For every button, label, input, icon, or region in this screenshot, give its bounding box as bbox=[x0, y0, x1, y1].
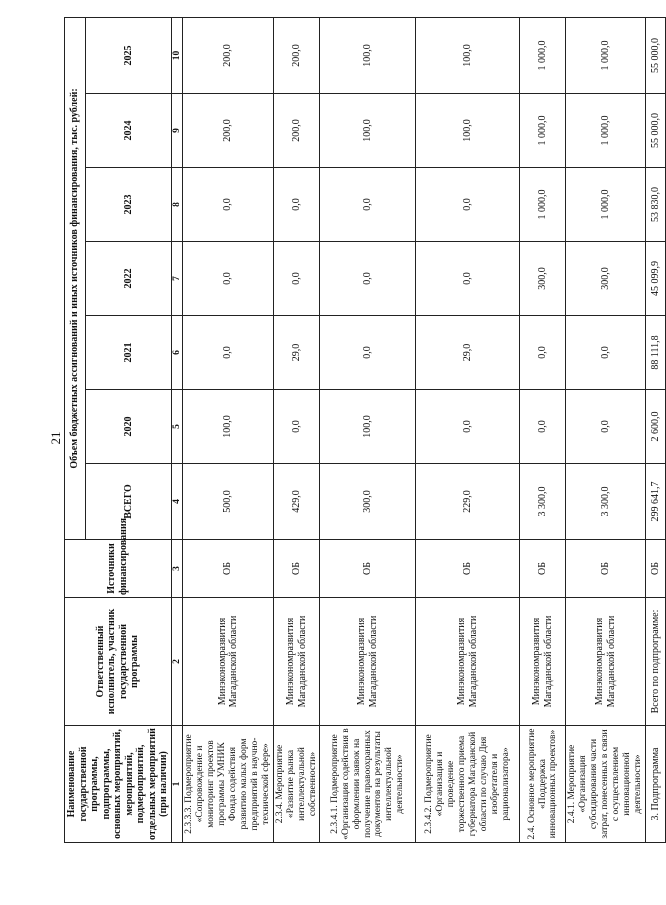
row-name: 2.3.4. Мероприятие «Развитие рынка интеллектуальной собственности» bbox=[273, 726, 320, 843]
header-source: Источники финансирования bbox=[65, 540, 172, 598]
total-2020: 2 600,0 bbox=[645, 390, 665, 464]
total-total: 299 641,7 bbox=[645, 464, 665, 540]
row-2025: 1 000,0 bbox=[566, 17, 645, 93]
row-2022: 0,0 bbox=[416, 242, 520, 316]
row-2020: 100,0 bbox=[320, 390, 416, 464]
row-source: ОБ bbox=[520, 540, 566, 598]
header-year-2020: 2020 bbox=[86, 390, 171, 464]
row-2025: 200,0 bbox=[273, 17, 320, 93]
table-row bbox=[520, 17, 566, 842]
row-2023: 1 000,0 bbox=[520, 168, 566, 242]
row-2021: 0,0 bbox=[566, 316, 645, 390]
column-number: 6 bbox=[171, 316, 183, 390]
table-row bbox=[416, 17, 520, 842]
header-year-2023: 2023 bbox=[86, 168, 171, 242]
total-2021: 88 111,8 bbox=[645, 316, 665, 390]
header-total: ВСЕГО bbox=[86, 464, 171, 540]
table-row bbox=[183, 17, 273, 842]
row-executor: Минэкономразвития Магаданской области bbox=[183, 598, 273, 726]
total-2025: 55 000,0 bbox=[645, 17, 665, 93]
row-executor: Минэкономразвития Магаданской области bbox=[520, 598, 566, 726]
row-2021: 29,0 bbox=[416, 316, 520, 390]
column-number: 10 bbox=[171, 17, 183, 93]
financing-table bbox=[64, 17, 666, 843]
column-number: 1 bbox=[171, 726, 183, 843]
row-executor: Минэкономразвития Магаданской области bbox=[566, 598, 645, 726]
row-2024: 1 000,0 bbox=[566, 94, 645, 168]
row-2022: 300,0 bbox=[566, 242, 645, 316]
row-2020: 0,0 bbox=[416, 390, 520, 464]
row-name: 2.3.4.2. Подмероприятие «Организация и проведение торжественного приема губернатора Магаданской области по случаю Дня изобретателя и рационализатора» bbox=[416, 726, 520, 843]
header-name: Наименование государственной программы, подпрограммы, основных мероприятий, мероприятий, подмероприятий, отдельных мероприятий (при наличии) bbox=[65, 726, 172, 843]
row-2023: 0,0 bbox=[320, 168, 416, 242]
page-number: 21 bbox=[48, 431, 63, 445]
row-2020: 0,0 bbox=[273, 390, 320, 464]
column-number: 7 bbox=[171, 242, 183, 316]
row-2022: 0,0 bbox=[273, 242, 320, 316]
column-number: 4 bbox=[171, 464, 183, 540]
row-2021: 0,0 bbox=[520, 316, 566, 390]
row-2023: 1 000,0 bbox=[566, 168, 645, 242]
total-name: 3. Подпрограмма bbox=[645, 726, 665, 843]
row-executor: Минэкономразвития Магаданской области bbox=[320, 598, 416, 726]
row-2021: 0,0 bbox=[320, 316, 416, 390]
column-number: 9 bbox=[171, 94, 183, 168]
row-2024: 100,0 bbox=[416, 94, 520, 168]
row-2024: 200,0 bbox=[273, 94, 320, 168]
row-2025: 200,0 bbox=[183, 17, 273, 93]
total-row bbox=[645, 17, 665, 842]
column-number: 8 bbox=[171, 168, 183, 242]
row-2024: 1 000,0 bbox=[520, 94, 566, 168]
row-name: 2.4.1. Мероприятие «Организация субсидирования части затрат, понесенных в связи с осуществлением инновационной деятельности» bbox=[566, 726, 645, 843]
header-executor: Ответственный исполнитель, участник государственной программы bbox=[65, 598, 172, 726]
table-row bbox=[566, 17, 645, 842]
row-total: 500,0 bbox=[183, 464, 273, 540]
row-2023: 0,0 bbox=[416, 168, 520, 242]
header-year-2025: 2025 bbox=[86, 17, 171, 93]
rotated-page bbox=[64, 18, 661, 843]
row-2025: 1 000,0 bbox=[520, 17, 566, 93]
row-name: 2.4. Основное мероприятие «Поддержка инновационных проектов» bbox=[520, 726, 566, 843]
total-2022: 45 099,9 bbox=[645, 242, 665, 316]
row-source: ОБ bbox=[183, 540, 273, 598]
table-row bbox=[273, 17, 320, 842]
row-2024: 100,0 bbox=[320, 94, 416, 168]
column-number-row bbox=[171, 17, 183, 842]
total-executor: Всего по подпрограмме: bbox=[645, 598, 665, 726]
total-2023: 53 830,0 bbox=[645, 168, 665, 242]
row-executor: Минэкономразвития Магаданской области bbox=[416, 598, 520, 726]
row-2020: 0,0 bbox=[566, 390, 645, 464]
row-total: 3 300,0 bbox=[520, 464, 566, 540]
row-2025: 100,0 bbox=[320, 17, 416, 93]
row-total: 429,0 bbox=[273, 464, 320, 540]
row-2021: 0,0 bbox=[183, 316, 273, 390]
row-2022: 0,0 bbox=[183, 242, 273, 316]
row-total: 229,0 bbox=[416, 464, 520, 540]
total-source: ОБ bbox=[645, 540, 665, 598]
row-executor: Минэкономразвития Магаданской области bbox=[273, 598, 320, 726]
column-number: 3 bbox=[171, 540, 183, 598]
column-number: 2 bbox=[171, 598, 183, 726]
row-2020: 100,0 bbox=[183, 390, 273, 464]
row-total: 300,0 bbox=[320, 464, 416, 540]
row-name: 2.3.3.3. Подмероприятие «Сопровождение и мониторинг проектов программы УМНИК Фонда содействия развитию малых форм предприятий в научно-технической сфере» bbox=[183, 726, 273, 843]
row-source: ОБ bbox=[273, 540, 320, 598]
row-2022: 0,0 bbox=[320, 242, 416, 316]
row-2021: 29,0 bbox=[273, 316, 320, 390]
column-number: 5 bbox=[171, 390, 183, 464]
row-total: 3 300,0 bbox=[566, 464, 645, 540]
row-2023: 0,0 bbox=[183, 168, 273, 242]
row-source: ОБ bbox=[320, 540, 416, 598]
row-2025: 100,0 bbox=[416, 17, 520, 93]
row-source: ОБ bbox=[416, 540, 520, 598]
header-year-2021: 2021 bbox=[86, 316, 171, 390]
header-volume: Объем бюджетных ассигнований и иных источников финансирования, тыс. рублей: bbox=[65, 17, 86, 539]
total-2024: 55 000,0 bbox=[645, 94, 665, 168]
row-name: 2.3.4.1. Подмероприятие «Организация содействия в оформлении заявок на получение правоохранных документов на результаты интеллектуальной деятельности» bbox=[320, 726, 416, 843]
header-year-2024: 2024 bbox=[86, 94, 171, 168]
row-source: ОБ bbox=[566, 540, 645, 598]
row-2022: 300,0 bbox=[520, 242, 566, 316]
table-row bbox=[320, 17, 416, 842]
row-2023: 0,0 bbox=[273, 168, 320, 242]
row-2024: 200,0 bbox=[183, 94, 273, 168]
row-2020: 0,0 bbox=[520, 390, 566, 464]
header-year-2022: 2022 bbox=[86, 242, 171, 316]
